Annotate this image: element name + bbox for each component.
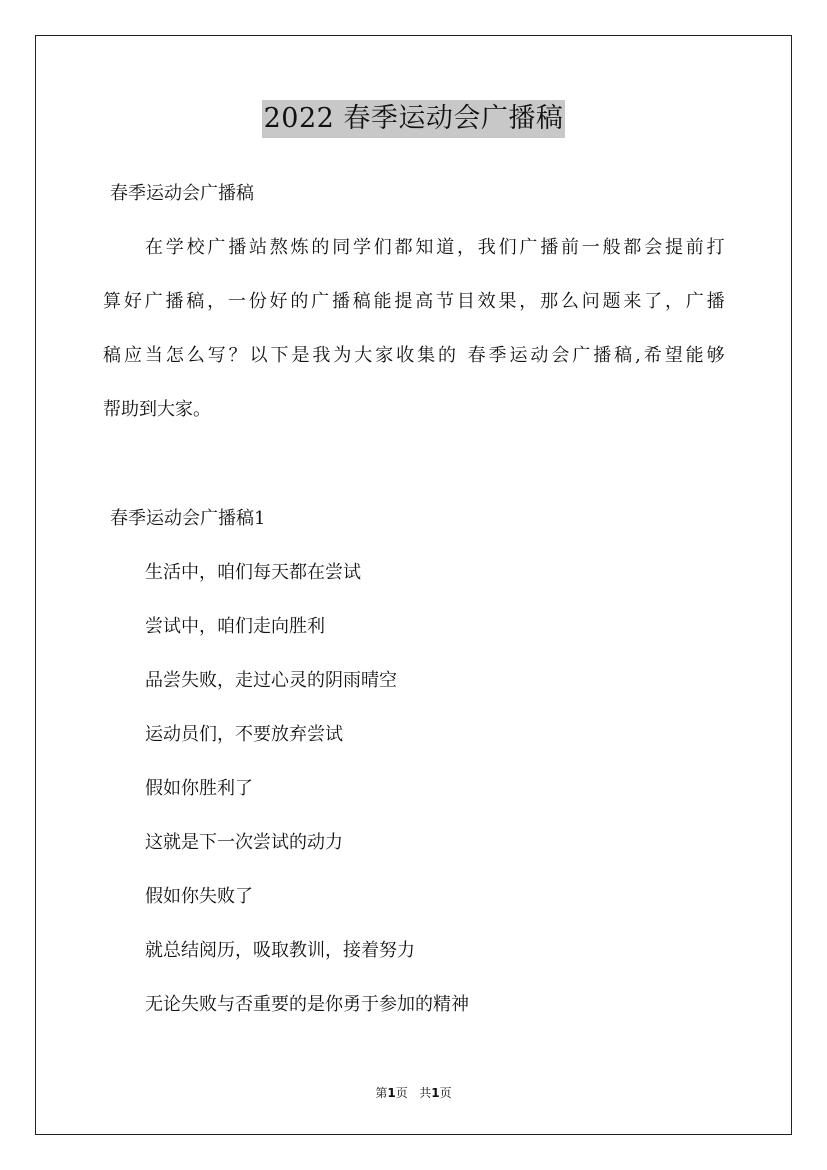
title-container	[0, 100, 827, 138]
intro-line-1: 在学校广播站熬炼的同学们都知道，我们广播前一般都会提前打	[145, 237, 725, 258]
poem-line-6: 这就是下一次尝试的动力	[145, 832, 343, 853]
section-title: 春季运动会广播稿1	[110, 508, 266, 529]
document-title: 2022 春季运动会广播稿	[262, 100, 566, 138]
page-prefix: 第	[375, 1086, 388, 1100]
page-suffix: 页	[395, 1086, 408, 1100]
poem-line-2: 尝试中，咱们走向胜利	[145, 616, 325, 637]
poem-line-9: 无论失败与否重要的是你勇于参加的精神	[145, 994, 469, 1015]
total-suffix: 页	[439, 1086, 452, 1100]
poem-line-8: 就总结阅历，吸取教训，接着努力	[145, 940, 415, 961]
page-number: 1	[387, 1086, 396, 1100]
total-pages: 1	[431, 1086, 440, 1100]
poem-line-5: 假如你胜利了	[145, 778, 253, 799]
intro-line-2: 算好广播稿，一份好的广播稿能提高节目效果，那么问题来了，广播	[103, 291, 725, 312]
poem-line-4: 运动员们，不要放弃尝试	[145, 724, 343, 745]
intro-line-4: 帮助到大家。	[103, 399, 211, 420]
poem-line-7: 假如你失败了	[145, 886, 253, 907]
intro-line-3: 稿应当怎么写？以下是我为大家收集的 春季运动会广播稿,希望能够	[103, 345, 725, 366]
poem-line-3: 品尝失败，走过心灵的阴雨晴空	[145, 670, 397, 691]
page-footer	[0, 1084, 827, 1101]
subheading: 春季运动会广播稿	[110, 183, 254, 204]
total-prefix: 共	[419, 1086, 432, 1100]
poem-line-1: 生活中，咱们每天都在尝试	[145, 562, 361, 583]
